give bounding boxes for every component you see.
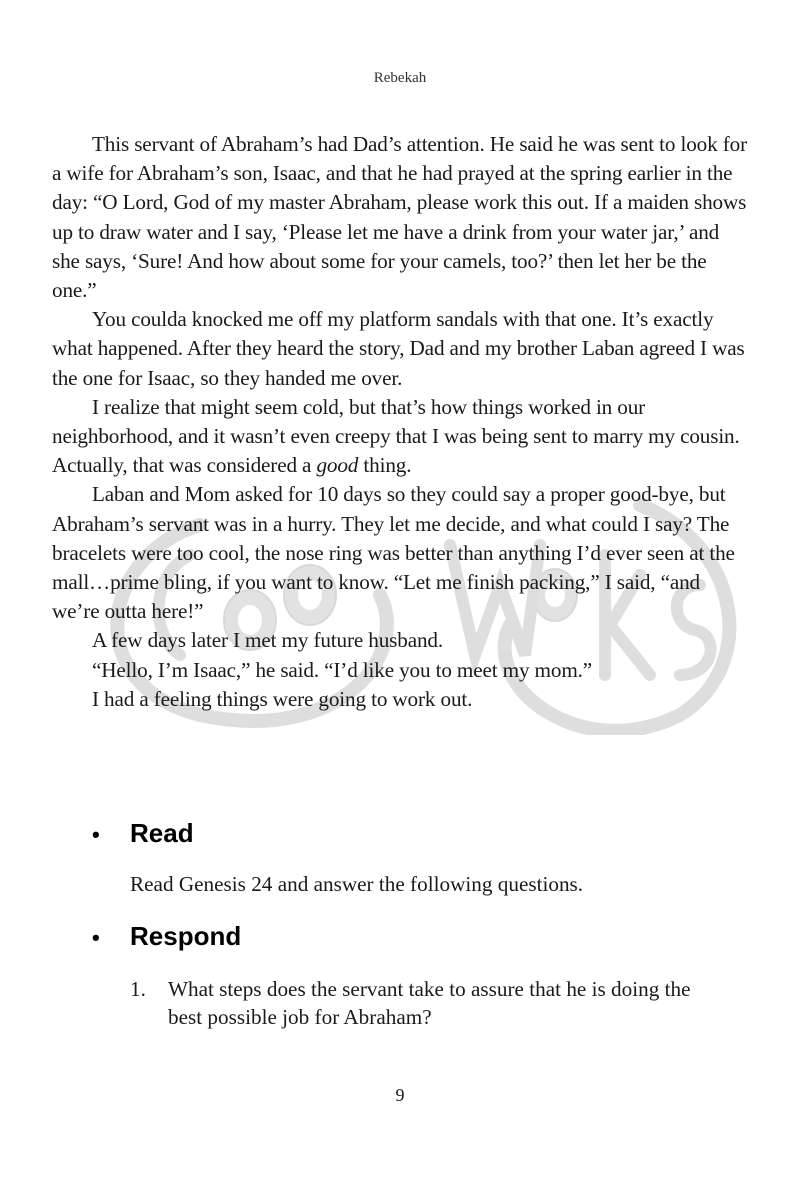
paragraph (52, 393, 752, 481)
bullet-icon: • (92, 822, 100, 847)
bullet-icon: • (92, 925, 100, 950)
body-text (52, 130, 752, 714)
heading-text: Respond (130, 921, 242, 951)
section-heading-respond (92, 921, 241, 952)
emphasis-text: good (316, 453, 359, 478)
read-instruction: Read Genesis 24 and answer the following questions. (130, 872, 584, 896)
question-text: What steps does the servant take to assure that he is doing the best possible job for Abraham? (168, 977, 691, 1029)
heading-text: Read (130, 818, 194, 848)
paragraph-text: I realize that might seem cold, but that’s how things worked in our neighborhood, and it wasn’t even creepy that I was being sent to marry my cousin. Actually, that was considered a (52, 394, 740, 478)
paragraph-text: thing. (358, 453, 412, 478)
running-head: Rebekah (373, 70, 427, 86)
page-number: 9 (395, 1085, 405, 1105)
paragraph: A few days later I met my future husband. (92, 628, 443, 653)
paragraph: I had a feeling things were going to work out. (92, 686, 473, 711)
section-heading-read (92, 818, 194, 849)
paragraph: Laban and Mom asked for 10 days so they could say a proper good-bye, but Abraham’s servant was in a hurry. They let me decide, and what could I say? The bracelets were too cool, the nose ring was better than anything I’d ever seen at the mall…prime bling, if you want to know. “Let me finish packing,” I said, “and we’re outta here!” (52, 482, 735, 624)
paragraph: “Hello, I’m Isaac,” he said. “I’d like you to meet my mom.” (92, 657, 593, 682)
question-number: 1. (130, 977, 146, 1001)
paragraph: You coulda knocked me off my platform sandals with that one. It’s exactly what happened. After they heard the story, Dad and my brother Laban agreed I was the one for Isaac, so they handed me over. (52, 307, 745, 390)
question-item (130, 975, 720, 1031)
paragraph: This servant of Abraham’s had Dad’s attention. He said he was sent to look for a wife for Abraham’s son, Isaac, and that he had prayed at the spring earlier in the day: “O Lord, God of my master Abraham, please work this out. If a maiden shows up to draw water and I say, ‘Please let me have a drink from your water jar,’ and she says, ‘Sure! And how about some for your camels, too?’ then let her be the one.” (52, 132, 747, 303)
